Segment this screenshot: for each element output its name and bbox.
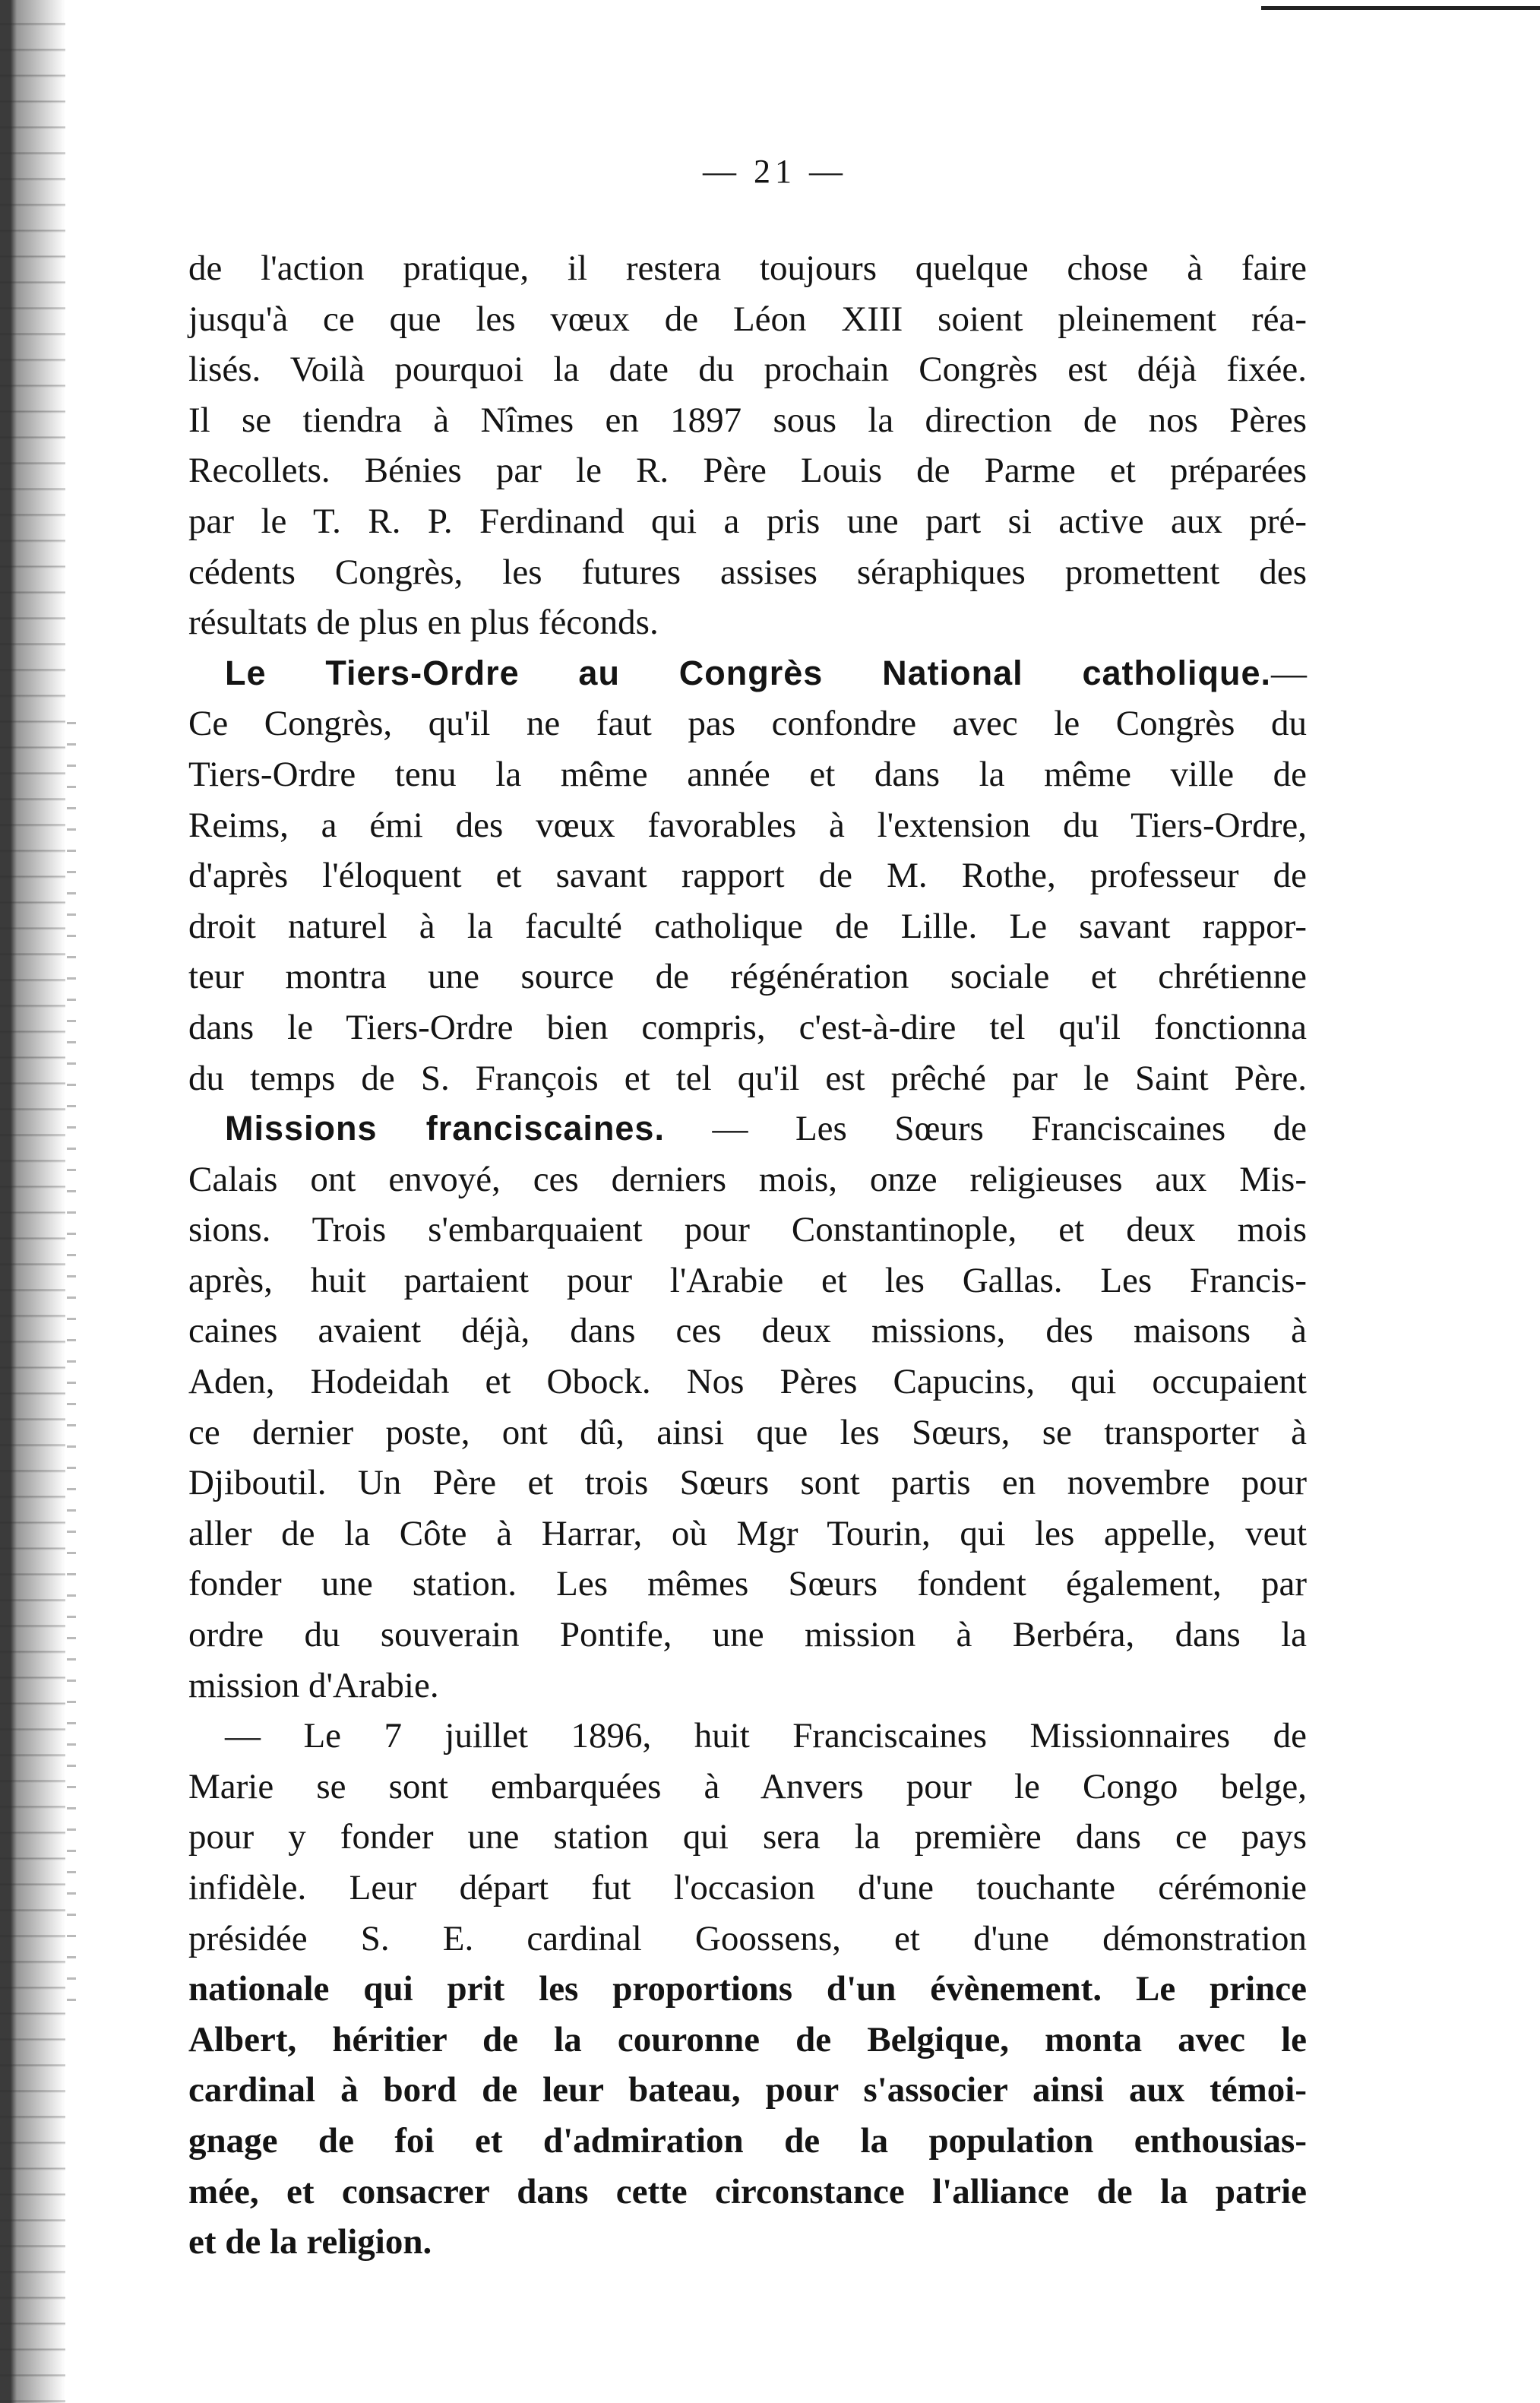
page-number: — 21 —	[703, 153, 847, 190]
section-heading-line	[188, 1103, 1307, 1154]
text-line: caines avaient déjà, dans ces deux missions, des maisons à	[188, 1311, 1307, 1351]
text-line: sions. Trois s'embarquaient pour Constantinople, et deux mois	[188, 1210, 1307, 1250]
text-line: teur montra une source de régénération sociale et chrétienne	[188, 957, 1307, 997]
text-line: Calais ont envoyé, ces derniers mois, onze religieuses aux Mis-	[188, 1159, 1307, 1199]
text-line: du temps de S. François et tel qu'il est prêché par le Saint Père.	[188, 1058, 1307, 1098]
text-line: ce dernier poste, ont dû, ainsi que les Sœurs, se transporter à	[188, 1412, 1307, 1452]
text-line: lisés. Voilà pourquoi la date du prochain Congrès est déjà fixée.	[188, 350, 1307, 390]
text-line: Albert, héritier de la couronne de Belgique, monta avec le	[188, 2019, 1307, 2059]
text-line: Reims, a émi des vœux favorables à l'extension du Tiers-Ordre,	[188, 805, 1307, 845]
book-binding-edge	[0, 0, 65, 2403]
text-line: Aden, Hodeidah et Obock. Nos Pères Capucins, qui occupaient	[188, 1362, 1307, 1402]
heading-continuation: — Les Sœurs Franciscaines de	[664, 1109, 1307, 1149]
heading-dash: —	[1271, 653, 1307, 693]
text-line: de l'action pratique, il restera toujours quelque chose à faire	[188, 249, 1307, 288]
text-line: infidèle. Leur départ fut l'occasion d'une touchante cérémonie	[188, 1868, 1307, 1908]
section-heading-line	[188, 648, 1307, 699]
text-line: dans le Tiers-Ordre bien compris, c'est-à-dire tel qu'il fonctionna	[188, 1007, 1307, 1047]
text-line: Djiboutil. Un Père et trois Sœurs sont partis en novembre pour	[188, 1463, 1307, 1503]
text-line: Recollets. Bénies par le R. Père Louis de Parme et préparées	[188, 451, 1307, 491]
text-line: Ce Congrès, qu'il ne faut pas confondre avec le Congrès du	[188, 704, 1307, 744]
text-line: mission d'Arabie.	[188, 1665, 439, 1705]
text-line: Il se tiendra à Nîmes en 1897 sous la direction de nos Pères	[188, 400, 1307, 440]
text-line: Marie se sont embarquées à Anvers pour le Congo belge,	[188, 1766, 1307, 1806]
text-line: et de la religion.	[188, 2222, 432, 2262]
text-line: Tiers-Ordre tenu la même année et dans la même ville de	[188, 754, 1307, 794]
text-line: pour y fonder une station qui sera la première dans ce pays	[188, 1817, 1307, 1857]
section-heading-missions: Missions franciscaines.	[225, 1109, 665, 1148]
text-line: cédents Congrès, les futures assises séraphiques promettent des	[188, 552, 1307, 592]
text-line: jusqu'à ce que les vœux de Léon XIII soient pleinement réa-	[188, 299, 1307, 339]
text-line: d'après l'éloquent et savant rapport de M. Rothe, professeur de	[188, 856, 1307, 896]
text-line: aller de la Côte à Harrar, où Mgr Tourin, qui les appelle, veut	[188, 1513, 1307, 1553]
binding-stitch-marks	[67, 722, 76, 2014]
text-line: fonder une station. Les mêmes Sœurs fondent également, par	[188, 1564, 1307, 1604]
text-line: présidée S. E. cardinal Goossens, et d'une démonstration	[188, 1918, 1307, 1958]
text-line: droit naturel à la faculté catholique de Lille. Le savant rappor-	[188, 906, 1307, 946]
text-line: nationale qui prit les proportions d'un évènement. Le prince	[188, 1969, 1307, 2009]
text-line: gnage de foi et d'admiration de la population enthousias-	[188, 2120, 1307, 2161]
top-scan-rule	[1261, 6, 1540, 10]
page-body	[188, 243, 1307, 2268]
text-line: cardinal à bord de leur bateau, pour s'associer ainsi aux témoi-	[188, 2070, 1307, 2110]
text-line: ordre du souverain Pontife, une mission à Berbéra, dans la	[188, 1615, 1307, 1655]
text-line: par le T. R. P. Ferdinand qui a pris une part si active aux pré-	[188, 501, 1307, 541]
text-line: — Le 7 juillet 1896, huit Franciscaines Missionnaires de	[225, 1716, 1307, 1756]
section-heading-tiers-ordre: Le Tiers-Ordre au Congrès National catholique.	[225, 653, 1271, 692]
text-line: après, huit partaient pour l'Arabie et les Gallas. Les Francis-	[188, 1260, 1307, 1300]
text-line: mée, et consacrer dans cette circonstance l'alliance de la patrie	[188, 2171, 1307, 2211]
text-line: résultats de plus en plus féconds.	[188, 603, 659, 643]
